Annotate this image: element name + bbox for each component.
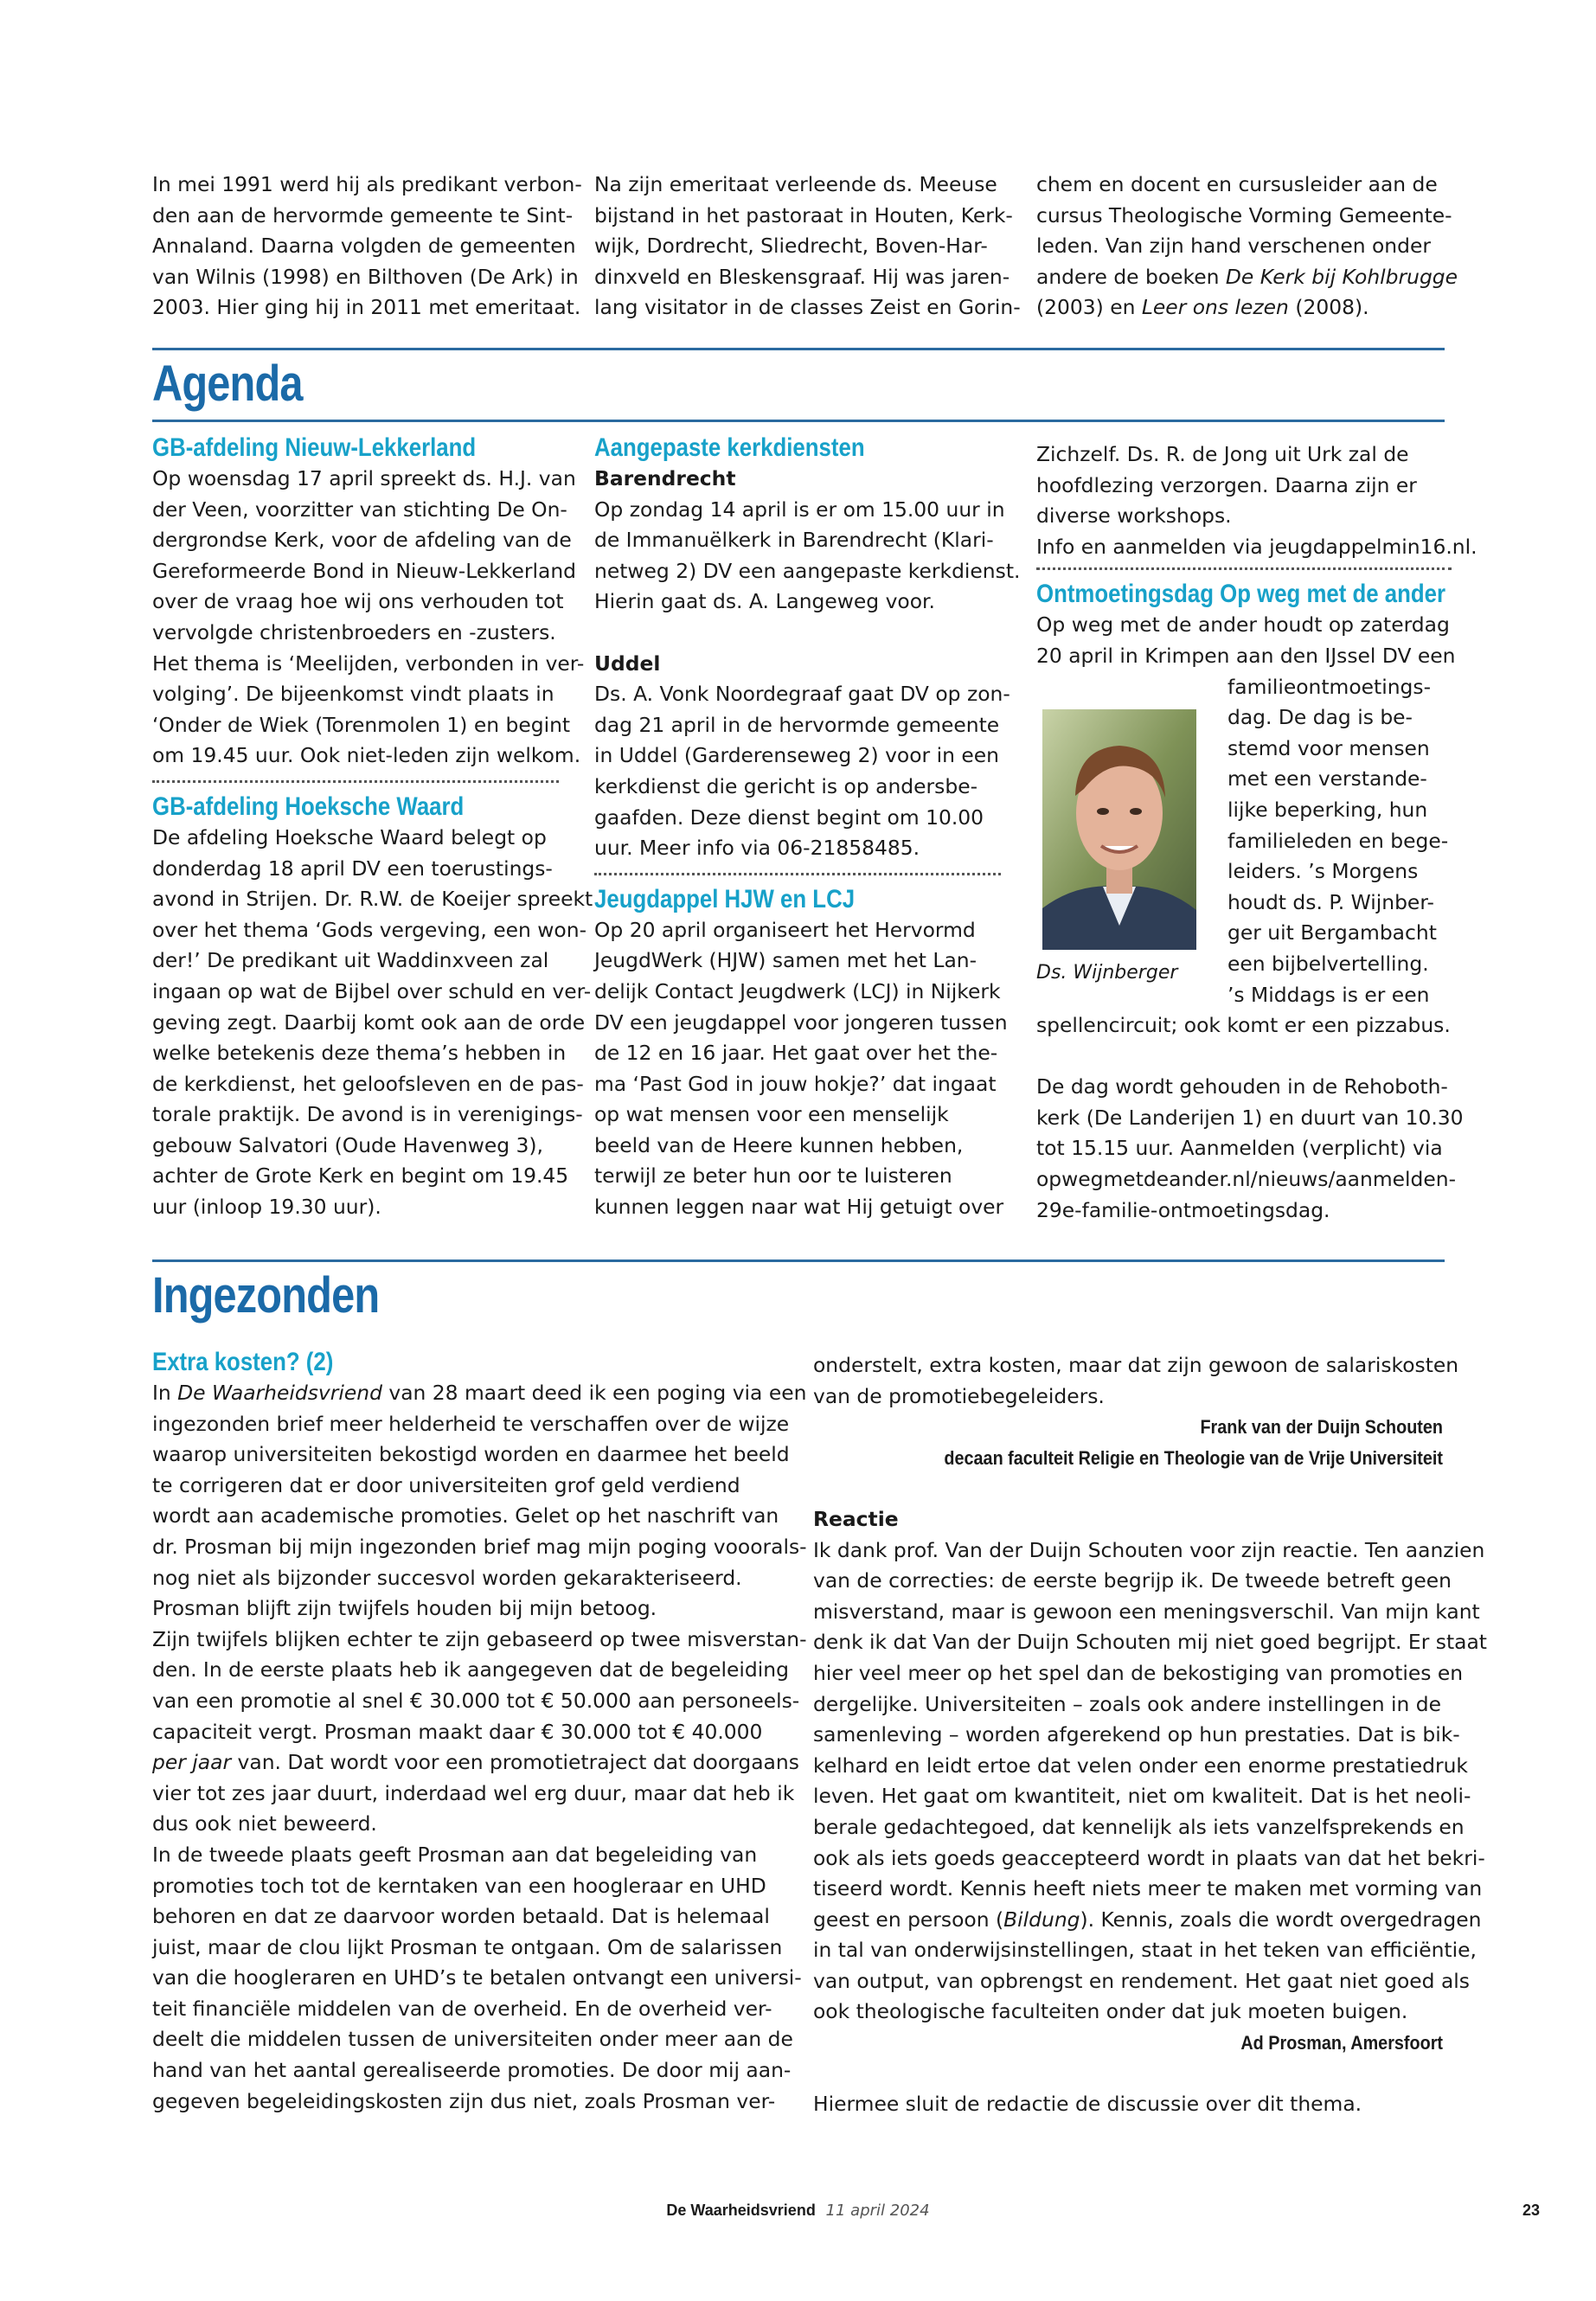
ingezonden-top-rule xyxy=(152,1259,1445,1262)
item-heading-ontmoetingsdag: Ontmoetingsdag Op weg met de ander xyxy=(1036,580,1446,609)
agenda-col-2: Aangepaste kerkdiensten Barendrecht Op zondag 14 april is er om 15.00 uur in de Immanuëlkerk in Barendrecht (Klari- netweg 2) DV een aangepaste kerkdienst. Hierin gaat ds. A. Langeweg voor. Uddel Ds. A. Vonk Noordegraaf gaat DV op zon- dag 21 april in de hervormde gemeente in Uddel (Garderenseweg 2) voor in een kerkdienst die gericht is op andersbe- gaafden. Deze dienst begint om 10.00 uur. Meer info via 06-21858485. Jeugdappel HJW en LCJ Op 20 april organiseert het Hervormd JeugdWerk (HJW) samen met het Lan- delijk Contact Jeugdwerk (LCJ) in Nijkerk DV een jeugdappel voor jongeren tussen de 12 en 16 jaar. Het gaat over het the- ma ‘Past God in jouw hokje?’ dat ingaat op wat mensen voor een menselijk beeld van de Heere kunnen hebben, terwijl ze beter hun oor te luisteren kunnen leggen naar wat Hij getuigt over xyxy=(594,433,1021,1220)
ingezonden-col-left: Extra kosten? (2) In De Waarheidsvriend van 28 maart deed ik een poging via een ingezonden brief meer helderheid te verschaffen over de wijze waarop universiteiten bekostigd worden en daarmee het beeld te corrigeren dat er door universiteiten grof geld verdiend wordt aan academische promoties. Gelet op het naschrift van dr. Prosman bij mijn ingezonden brief mag mijn poging vooorals- nog niet als bijzonder succesvol worden gekarakteriseerd. Prosman blijft zijn twijfels houden bij mijn betoog. Zijn twijfels blijken echter te zijn gebaseerd op twee misverstan- den. In de eerste plaats heb ik aangegeven dat de begeleiding van een promotie al snel € 30.000 tot € 50.000 aan personeels- capaciteit vergt. Prosman maakt daar € 30.000 tot € 40.000 per jaar van. Dat wordt voor een promotietraject dat doorgaans vier tot zes jaar duurt, inderdaad wel erg duur, maar dat heb ik dus ook niet beweerd. In de tweede plaats geeft Prosman aan dat begeleiding van promoties toch tot de kerntaken van een hoogleraar en UHD behoren en dat ze daarvoor worden betaald. Dat is helemaal juist, maar de clou lijkt Prosman te ontgaan. Om de salarissen van die hoogleraren en UHD’s te betalen ontvangt een universi- teit financiële middelen van de overheid. En de overheid ver- deelt die middelen tussen de universiteiten onder meer aan de hand van het aantal gerealiseerde promoties. De door mij aan- gegeven begeleidingskosten zijn dus niet, zoals Prosman ver- xyxy=(152,1348,807,2113)
signature-title: decaan faculteit Religie en Theologie van de Vrije Universiteit xyxy=(944,1446,1443,1469)
dotted-divider xyxy=(1036,567,1452,570)
agenda-bottom-rule xyxy=(152,420,1445,422)
ingezonden-col-right: onderstelt, extra kosten, maar dat zijn gewoon de salariskosten van de promotiebegeleiders. Frank van der Duijn Schouten decaan faculteit Religie en Theologie van de Vrije Universiteit Reactie Ik dank prof. Van der Duijn Schouten voor zijn reactie. Ten aanzien van de correcties: de eerste begrijp ik. De tweede betreft geen misverstand, maar is gewoon een meningsverschil. Van mijn kant denk ik dat Van der Duijn Schouten mij niet goed begrijpt. Er staat hier veel meer op het spel dan de bekostiging van promoties en dergelijke. Universiteiten – zoals ook andere instellingen in de samenleving – worden afgerekend op hun prestaties. Dat is bik- kelhard en leidt ertoe dat velen onder een enorme prestatiedruk leven. Het gaat om kwantiteit, niet om kwaliteit. Dat is het neoli- berale gedachtegoed, dat kennelijk als iets vanzelfsprekends en ook als iets goeds geaccepteerd wordt in plaats van dat het bekri- tiseerd wordt. Kennis heeft niets meer te maken met vorming van geest en persoon (Bildung). Kennis, zoals die wordt overgedragen in tal van onderwijsinstellingen, staat in het teken van efficiëntie, van output, van opbrengst en rendement. Het gaat niet goed als ook theologische faculteiten onder dat juk moeten buigen. Ad Prosman, Amersfoort Hiermee sluit de redactie de discussie over dit thema. xyxy=(813,1350,1443,2120)
item-heading-nieuw-lekkerland: GB-afdeling Nieuw-Lekkerland xyxy=(152,433,477,462)
letter-heading: Extra kosten? (2) xyxy=(152,1348,334,1376)
portrait-photo xyxy=(1042,709,1196,950)
dotted-divider xyxy=(594,873,1001,875)
portrait-image xyxy=(1042,709,1196,950)
dotted-divider xyxy=(152,780,559,783)
item-heading-aangepaste-kerkdiensten: Aangepaste kerkdiensten xyxy=(594,433,865,462)
top-col-1: In mei 1991 werd hij als predikant verbon- den aan de hervormde gemeente te Sint- Annaland. Daarna volgden de gemeenten van Wilnis (1998) en Bilthoven (De Ark) in 2003. Hier ging hij in 2011 met emeritaat. xyxy=(152,172,582,320)
agenda-top-rule xyxy=(152,348,1445,350)
issue-date: 11 april 2024 xyxy=(825,2202,930,2220)
magazine-name: De Waarheidsvriend xyxy=(666,2202,816,2219)
item-heading-hoeksche-waard: GB-afdeling Hoeksche Waard xyxy=(152,792,465,821)
agenda-title: Agenda xyxy=(152,356,303,412)
agenda-col-1: GB-afdeling Nieuw-Lekkerland Op woensdag 17 april spreekt ds. H.J. van der Veen, voorzitter van stichting De On- dergrondse Kerk, voor de afdeling van de Gereformeerde Bond in Nieuw-Lekkerland over de vraag hoe wij ons verhouden tot vervolgde christenbroeders en -zusters. Het thema is ‘Meelijden, verbonden in ver- volging’. De bijeenkomst vindt plaats in ‘Onder de Wiek (Torenmolen 1) en begint om 19.45 uur. Ook niet-leden zijn welkom. GB-afdeling Hoeksche Waard De afdeling Hoeksche Waard belegt op donderdag 18 april DV een toerustings- avond in Strijen. Dr. R.W. de Koeijer spreekt over het thema ‘Gods vergeving, een won- der!’ De predikant uit Waddinxveen zal ingaan op wat de Bijbel over schuld en ver- geving zegt. Daarbij komt ook aan de orde welke betekenis deze thema’s hebben in de kerkdienst, het geloofsleven en de pas- torale praktijk. De avond is in verenigings- gebouw Salvatori (Oude Havenweg 3), achter de Grote Kerk en begint om 19.45 uur (inloop 19.30 uur). xyxy=(152,433,593,1220)
photo-caption: Ds. Wijnberger xyxy=(1036,962,1178,984)
agenda-col-3: Zichzelf. Ds. R. de Jong uit Urk zal de hoofdlezing verzorgen. Daarna zijn er diverse workshops. Info en aanmelden via jeugdappelmin16.nl. Ontmoetingsdag Op weg met de ander Op weg met de ander houdt op zaterdag 20 april in Krimpen aan den IJssel DV een familieontmoetings- dag. De dag is be- stemd voor mensen met een verstande- lijke beperking, hun familieleden en bege- leiders. ’s Morgens houdt ds. P. Wijnber- ger uit Bergambacht een bijbelvertelling. ’s Middags is er een spellencircuit; ook komt er een pizzabus. De dag wordt gehouden in de Rehoboth- kerk (De Landerijen 1) en duurt van 10.30 tot 15.15 uur. Aanmelden (verplicht) via opwegmetdeander.nl/nieuws/aanmelden- 29e-familie-ontmoetingsdag. xyxy=(1036,442,1477,1222)
subheading-barendrecht: Barendrecht xyxy=(594,466,736,490)
signature-prosman: Ad Prosman, Amersfoort xyxy=(1240,2032,1443,2054)
footer-masthead xyxy=(0,2202,1596,2220)
ingezonden-title: Ingezonden xyxy=(152,1267,380,1324)
signature-name: Frank van der Duijn Schouten xyxy=(1200,1416,1443,1439)
reactie-heading: Reactie xyxy=(813,1506,899,1531)
item-heading-jeugdappel: Jeugdappel HJW en LCJ xyxy=(594,884,856,913)
top-col-3: chem en docent en cursusleider aan de cursus Theologische Vorming Gemeente- leden. Van zijn hand verschenen onder andere de boeken De Kerk bij Kohlbrugge (2003) en Leer ons lezen (2008). xyxy=(1036,172,1458,320)
subheading-uddel: Uddel xyxy=(594,651,661,676)
closing-note: Hiermee sluit de redactie de discussie over dit thema. xyxy=(813,2092,1362,2117)
top-col-2: Na zijn emeritaat verleende ds. Meeuse bijstand in het pastoraat in Houten, Kerk- wijk, Dordrecht, Sliedrecht, Boven-Har- dinxveld en Bleskensgraaf. Hij was jaren- lang visitator in de classes Zeist en Gorin- xyxy=(594,172,1021,320)
page-number: 23 xyxy=(1522,2202,1540,2219)
